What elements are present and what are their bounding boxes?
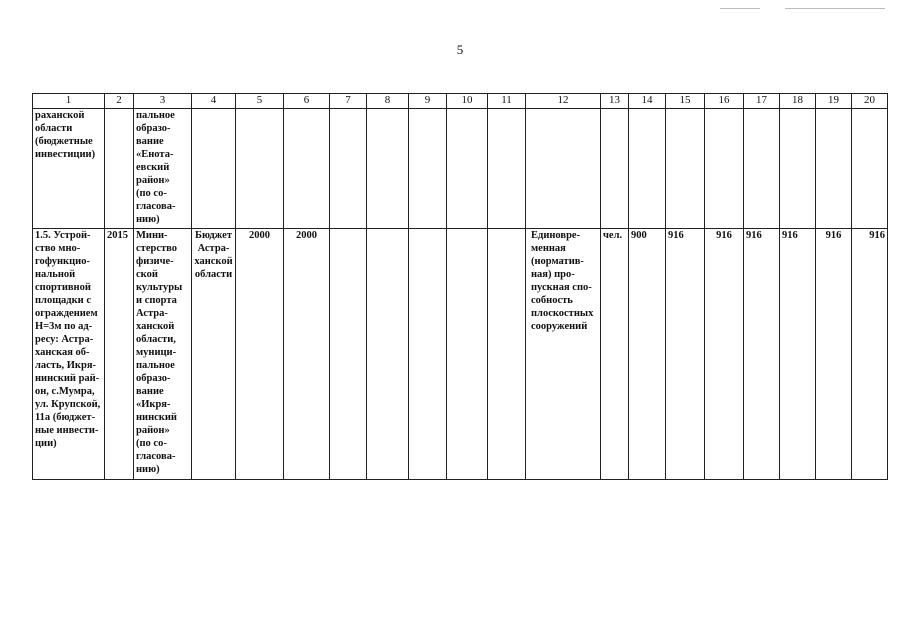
table-cell — [601, 109, 629, 229]
table-cell: 916 — [705, 229, 744, 480]
table-cell: чел. — [601, 229, 629, 480]
table-cell — [367, 229, 409, 480]
table-cell — [488, 229, 526, 480]
table-cell: Мини- стерство физиче- ской культуры и спорта Астра- ханской области, муници- пальное образо- вание «Икря- нинский район» (по со- гласова- нию) — [134, 229, 192, 480]
page-number: 5 — [456, 42, 464, 57]
table-cell — [852, 109, 888, 229]
column-header: 19 — [816, 94, 852, 109]
column-header: 7 — [330, 94, 367, 109]
table-row — [33, 109, 888, 229]
column-header: 10 — [447, 94, 488, 109]
column-header: 13 — [601, 94, 629, 109]
table-cell — [236, 109, 284, 229]
scan-mark — [720, 8, 760, 9]
column-header: 3 — [134, 94, 192, 109]
header-row — [33, 94, 888, 109]
table-cell: 2000 — [236, 229, 284, 480]
column-header: 20 — [852, 94, 888, 109]
table-cell — [526, 109, 601, 229]
column-header: 16 — [705, 94, 744, 109]
column-header: 1 — [33, 94, 105, 109]
table-cell — [105, 109, 134, 229]
table-cell: 2015 — [105, 229, 134, 480]
table-cell: 900 — [629, 229, 666, 480]
column-header: 9 — [409, 94, 447, 109]
table-cell: 916 — [852, 229, 888, 480]
column-header: 18 — [780, 94, 816, 109]
scan-mark — [785, 8, 885, 9]
table-cell — [780, 109, 816, 229]
table-cell — [816, 109, 852, 229]
table-cell — [666, 109, 705, 229]
column-header: 12 — [526, 94, 601, 109]
table-cell — [330, 109, 367, 229]
table-cell — [330, 229, 367, 480]
table-cell: Единовре- менная (норматив- ная) про- пускная спо- собность плоскостных сооружений — [526, 229, 601, 480]
column-header: 4 — [192, 94, 236, 109]
table-cell: 916 — [666, 229, 705, 480]
table-cell — [488, 109, 526, 229]
table-cell — [447, 109, 488, 229]
table-cell: пальное образо- вание «Енота- евский район» (по со- гласова- нию) — [134, 109, 192, 229]
table-cell — [409, 109, 447, 229]
column-header: 11 — [488, 94, 526, 109]
column-header: 14 — [629, 94, 666, 109]
table-cell — [447, 229, 488, 480]
table-cell — [192, 109, 236, 229]
table-cell — [409, 229, 447, 480]
table-cell: раханской области (бюджетные инвестиции) — [33, 109, 105, 229]
table-cell — [367, 109, 409, 229]
table-cell: 2000 — [284, 229, 330, 480]
column-header: 17 — [744, 94, 780, 109]
table-cell: 916 — [780, 229, 816, 480]
table-cell — [284, 109, 330, 229]
column-header: 2 — [105, 94, 134, 109]
table-cell — [705, 109, 744, 229]
column-header: 15 — [666, 94, 705, 109]
table-cell — [744, 109, 780, 229]
column-header: 5 — [236, 94, 284, 109]
table-cell: 916 — [744, 229, 780, 480]
table-cell: 1.5. Устрой- ство мно- гофункцио- нальной спортивной площадки с ограждением Н=3м по ад- ресу: Астра- ханская об- ласть, Икря- нинский рай- он, с.Мумра, ул. Крупской, 11а (бюджет- ные инвести- ции) — [33, 229, 105, 480]
table-cell: 916 — [816, 229, 852, 480]
table-row — [33, 229, 888, 480]
table-cell — [629, 109, 666, 229]
table-cell: Бюджет Астра- ханской области — [192, 229, 236, 480]
column-header: 8 — [367, 94, 409, 109]
data-table — [32, 93, 888, 480]
column-header: 6 — [284, 94, 330, 109]
